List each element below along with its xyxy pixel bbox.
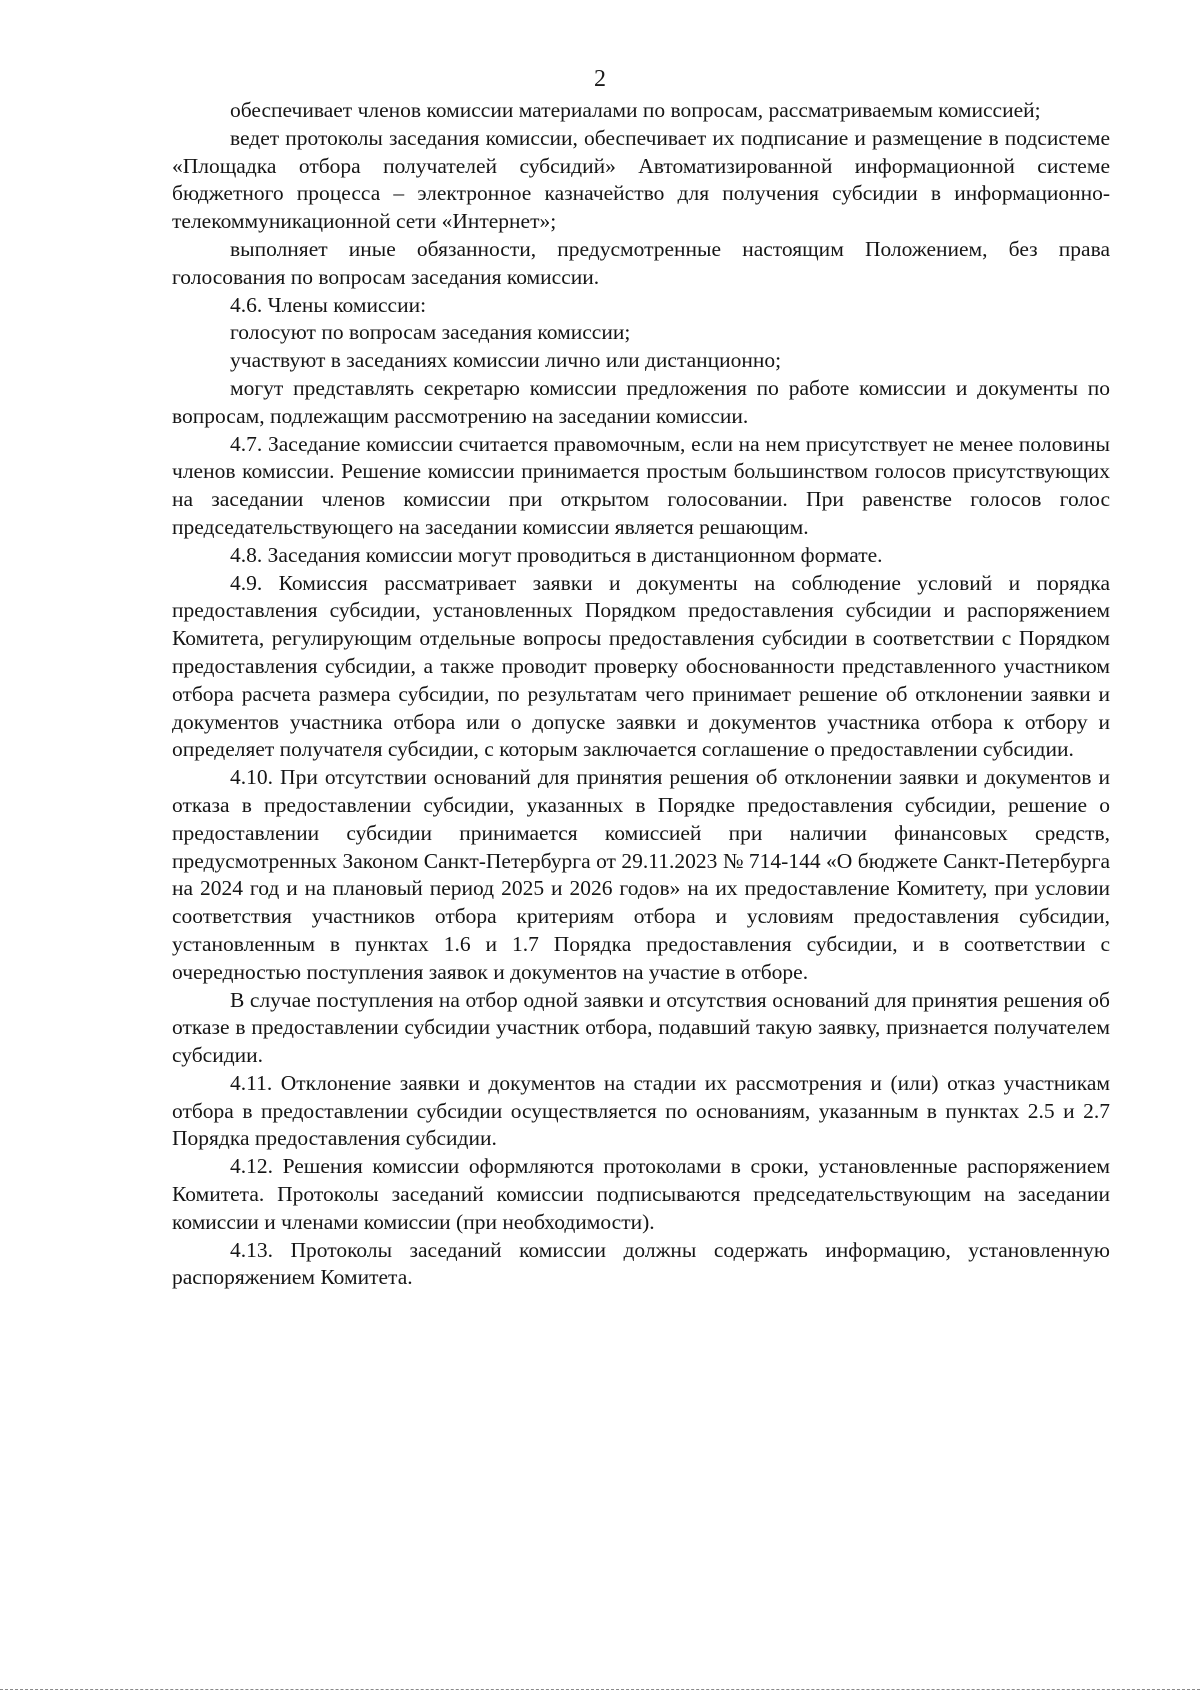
paragraph-4-9: 4.9. Комиссия рассматривает заявки и документы на соблюдение условий и порядка предоставления субсидии, установленных Порядком предоставления субсидии и распоряжением Комитета, регулирующим отдельные вопросы предоставления субсидии в соответствии с Порядком предоставления субсидии, а также проводит проверку обоснованности представленного участником отбора расчета размера субсидии, по результатам чего принимает решение об отклонении заявки и документов участника отбора или о допуске заявки и документов участника отбора к отбору и определяет получателя субсидии, с которым заключается соглашение о предоставлении субсидии.: [172, 570, 1110, 762]
document-body: [172, 97, 1110, 1292]
paragraph-members-proposals: могут представлять секретарю комиссии предложения по работе комиссии и документы по вопросам, подлежащим рассмотрению на заседании комиссии.: [172, 375, 1110, 428]
paragraph-secretary-materials: обеспечивает членов комиссии материалами по вопросам, рассматриваемым комиссией;: [230, 98, 1041, 122]
paragraph-4-6-heading: 4.6. Члены комиссии:: [230, 292, 427, 317]
paragraph-4-8: 4.8. Заседания комиссии могут проводиться в дистанционном формате.: [230, 542, 883, 567]
paragraph-members-participate: участвуют в заседаниях комиссии лично или дистанционно;: [230, 348, 782, 373]
paragraph-secretary-other-duties: выполняет иные обязанности, предусмотренные настоящим Положением, без права голосования по вопросам заседания комиссии.: [172, 236, 1110, 289]
paragraph-4-13: 4.13. Протоколы заседаний комиссии должны содержать информацию, установленную распоряжением Комитета.: [172, 1237, 1110, 1290]
paragraph-4-12: 4.12. Решения комиссии оформляются протоколами в сроки, установленные распоряжением Комитета. Протоколы заседаний комиссии подписываются председательствующим на заседании комиссии и членами комиссии (при необходимости).: [172, 1154, 1110, 1234]
paragraph-members-vote: голосуют по вопросам заседания комиссии;: [230, 320, 631, 345]
paragraph-4-7: 4.7. Заседание комиссии считается правомочным, если на нем присутствует не менее половины членов комиссии. Решение комиссии принимается простым большинством голосов присутствующих на заседании членов комиссии при открытом голосовании. При равенстве голосов голос председательствующего на заседании комиссии является решающим.: [172, 431, 1110, 539]
paragraph-4-11: 4.11. Отклонение заявки и документов на стадии их рассмотрения и (или) отказ участникам отбора в предоставлении субсидии осуществляется по основаниям, указанным в пунктах 2.5 и 2.7 Порядка предоставления субсидии.: [172, 1070, 1110, 1151]
paragraph-secretary-protocols: ведет протоколы заседания комиссии, обеспечивает их подписание и размещение в подсистеме «Площадка отбора получателей субсидий» Автоматизированной информационной системе бюджетного процесса – электронное казначейство для получения субсидии в информационно-телекоммуникационной сети «Интернет»;: [172, 125, 1110, 234]
paragraph-single-application: В случае поступления на отбор одной заявки и отсутствия оснований для принятия решения об отказе в предоставлении субсидии участник отбора, подавший такую заявку, признается получателем субсидии.: [172, 987, 1110, 1068]
page-number: 2: [594, 66, 606, 92]
scan-edge-line: [0, 1689, 1200, 1690]
paragraph-4-10: 4.10. При отсутствии оснований для принятия решения об отклонении заявки и документов и отказа в предоставлении субсидии, указанных в Порядке предоставления субсидии, решение о предоставлении субсидии принимается комиссией при наличии финансовых средств, предусмотренных Законом Санкт-Петербурга от 29.11.2023 № 714-144 «О бюджете Санкт-Петербурга на 2024 год и на плановый период 2025 и 2026 годов» на их предоставление Комитету, при условии соответствия участников отбора критериям отбора и условиям предоставления субсидии, установленным в пунктах 1.6 и 1.7 Порядка предоставления субсидии, и в соответствии с очередностью поступления заявок и документов на участие в отборе.: [172, 765, 1110, 984]
